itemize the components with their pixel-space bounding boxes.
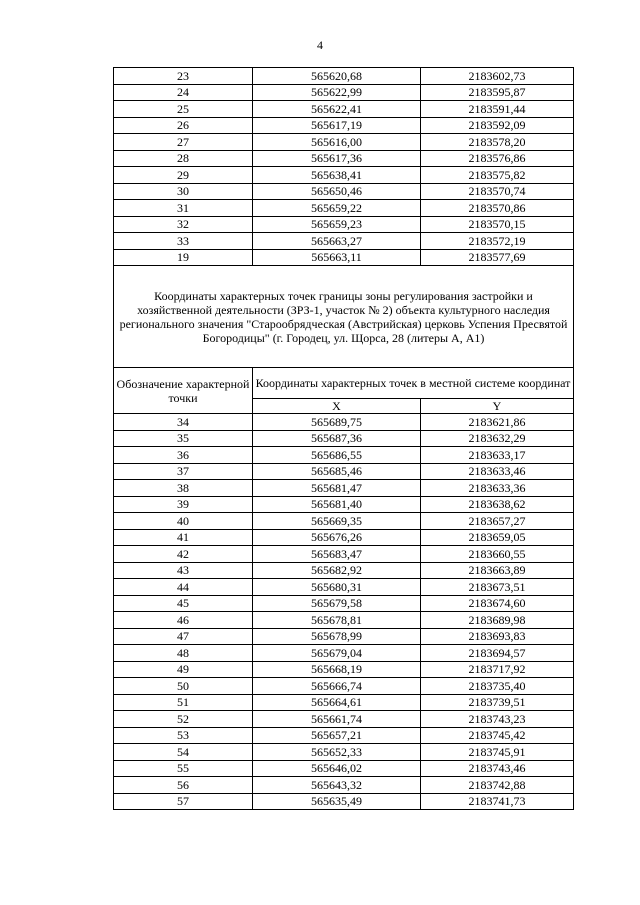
- point-cell: 57: [114, 793, 253, 810]
- y-coordinate-cell: 2183743,46: [421, 760, 574, 777]
- x-coordinate-cell: 565687,36: [253, 430, 421, 447]
- table-row: [114, 134, 574, 151]
- table-row: [114, 101, 574, 118]
- point-cell: 44: [114, 579, 253, 596]
- x-coordinate-cell: 565635,49: [253, 793, 421, 810]
- y-coordinate-cell: 2183660,55: [421, 546, 574, 563]
- x-coordinate-cell: 565650,46: [253, 183, 421, 200]
- y-coordinate-cell: 2183592,09: [421, 117, 574, 134]
- point-cell: 50: [114, 678, 253, 695]
- table-row: [114, 645, 574, 662]
- x-coordinate-cell: 565680,31: [253, 579, 421, 596]
- table-row: [114, 711, 574, 728]
- point-cell: 28: [114, 150, 253, 167]
- coordinates-table: [113, 67, 574, 810]
- point-cell: 37: [114, 463, 253, 480]
- x-coordinate-cell: 565678,99: [253, 628, 421, 645]
- y-coordinate-cell: 2183657,27: [421, 513, 574, 530]
- point-cell: 40: [114, 513, 253, 530]
- point-cell: 24: [114, 84, 253, 101]
- y-coordinate-cell: 2183663,89: [421, 562, 574, 579]
- table-row: [114, 480, 574, 497]
- point-cell: 53: [114, 727, 253, 744]
- y-coordinate-cell: 2183621,86: [421, 414, 574, 431]
- x-coordinate-cell: 565663,27: [253, 233, 421, 250]
- point-cell: 35: [114, 430, 253, 447]
- y-coordinate-cell: 2183674,60: [421, 595, 574, 612]
- point-cell: 55: [114, 760, 253, 777]
- table-row: [114, 447, 574, 464]
- point-cell: 34: [114, 414, 253, 431]
- y-coordinate-cell: 2183575,82: [421, 167, 574, 184]
- table-row: [114, 760, 574, 777]
- y-coordinate-cell: 2183570,86: [421, 200, 574, 217]
- y-coordinate-cell: 2183572,19: [421, 233, 574, 250]
- x-coordinate-cell: 565682,92: [253, 562, 421, 579]
- table-row: [114, 167, 574, 184]
- y-coordinate-cell: 2183633,17: [421, 447, 574, 464]
- point-cell: 32: [114, 216, 253, 233]
- point-cell: 42: [114, 546, 253, 563]
- x-coordinate-cell: 565659,23: [253, 216, 421, 233]
- page-number: 4: [317, 38, 323, 52]
- table-row: [114, 661, 574, 678]
- table-row: [114, 694, 574, 711]
- point-cell: 56: [114, 777, 253, 794]
- x-coordinate-cell: 565657,21: [253, 727, 421, 744]
- table-body-bottom: [114, 414, 574, 810]
- y-coordinate-cell: 2183591,44: [421, 101, 574, 118]
- table-row: [114, 678, 574, 695]
- y-coordinate-cell: 2183745,91: [421, 744, 574, 761]
- point-cell: 48: [114, 645, 253, 662]
- table-row: [114, 84, 574, 101]
- point-cell: 41: [114, 529, 253, 546]
- table-row: [114, 793, 574, 810]
- section-title: Координаты характерных точек границы зоны регулирования застройки и хозяйственной деятельности (ЗРЗ-1, участок № 2) объекта культурного наследия регионального значения "Старообрядческая (Австрийская) церковь Успения Пресвятой Богородицы" (г. Городец, ул. Щорса, 28 (литеры А, А1): [114, 266, 574, 368]
- y-coordinate-cell: 2183576,86: [421, 150, 574, 167]
- point-cell: 47: [114, 628, 253, 645]
- table-row: [114, 727, 574, 744]
- table-row: [114, 414, 574, 431]
- point-cell: 52: [114, 711, 253, 728]
- point-cell: 38: [114, 480, 253, 497]
- x-coordinate-cell: 565668,19: [253, 661, 421, 678]
- table-row: [114, 777, 574, 794]
- table-row: [114, 68, 574, 85]
- x-coordinate-cell: 565646,02: [253, 760, 421, 777]
- y-coordinate-cell: 2183743,23: [421, 711, 574, 728]
- x-coordinate-cell: 565638,41: [253, 167, 421, 184]
- point-cell: 19: [114, 249, 253, 266]
- table-row: [114, 200, 574, 217]
- point-cell: 45: [114, 595, 253, 612]
- point-cell: 43: [114, 562, 253, 579]
- x-coordinate-cell: 565622,99: [253, 84, 421, 101]
- point-cell: 39: [114, 496, 253, 513]
- table-row: [114, 183, 574, 200]
- column-header-row: [114, 368, 574, 399]
- y-coordinate-cell: 2183633,46: [421, 463, 574, 480]
- point-cell: 54: [114, 744, 253, 761]
- x-coordinate-cell: 565686,55: [253, 447, 421, 464]
- x-column-header: X: [253, 399, 421, 414]
- table-row: [114, 612, 574, 629]
- table-row: [114, 579, 574, 596]
- point-cell: 31: [114, 200, 253, 217]
- point-cell: 49: [114, 661, 253, 678]
- table-row: [114, 430, 574, 447]
- point-cell: 30: [114, 183, 253, 200]
- x-coordinate-cell: 565622,41: [253, 101, 421, 118]
- x-coordinate-cell: 565679,04: [253, 645, 421, 662]
- table-row: [114, 562, 574, 579]
- x-coordinate-cell: 565659,22: [253, 200, 421, 217]
- x-coordinate-cell: 565678,81: [253, 612, 421, 629]
- y-coordinate-cell: 2183689,98: [421, 612, 574, 629]
- table-row: [114, 463, 574, 480]
- x-coordinate-cell: 565681,40: [253, 496, 421, 513]
- point-cell: 25: [114, 101, 253, 118]
- table-row: [114, 216, 574, 233]
- x-coordinate-cell: 565663,11: [253, 249, 421, 266]
- x-coordinate-cell: 565689,75: [253, 414, 421, 431]
- y-coordinate-cell: 2183741,73: [421, 793, 574, 810]
- table-body-top: [114, 68, 574, 266]
- x-coordinate-cell: 565617,36: [253, 150, 421, 167]
- x-coordinate-cell: 565620,68: [253, 68, 421, 85]
- x-coordinate-cell: 565643,32: [253, 777, 421, 794]
- point-cell: 27: [114, 134, 253, 151]
- point-cell: 23: [114, 68, 253, 85]
- table-row: [114, 744, 574, 761]
- y-coordinate-cell: 2183570,74: [421, 183, 574, 200]
- x-coordinate-cell: 565679,58: [253, 595, 421, 612]
- y-coordinate-cell: 2183638,62: [421, 496, 574, 513]
- x-coordinate-cell: 565685,46: [253, 463, 421, 480]
- x-coordinate-cell: 565683,47: [253, 546, 421, 563]
- x-coordinate-cell: 565652,33: [253, 744, 421, 761]
- x-coordinate-cell: 565669,35: [253, 513, 421, 530]
- y-coordinate-cell: 2183673,51: [421, 579, 574, 596]
- table-row: [114, 628, 574, 645]
- x-coordinate-cell: 565616,00: [253, 134, 421, 151]
- y-coordinate-cell: 2183717,92: [421, 661, 574, 678]
- point-cell: 29: [114, 167, 253, 184]
- point-column-header: Обозначение характерной точки: [114, 368, 253, 414]
- table-row: [114, 233, 574, 250]
- y-coordinate-cell: 2183632,29: [421, 430, 574, 447]
- table-row: [114, 117, 574, 134]
- x-coordinate-cell: 565666,74: [253, 678, 421, 695]
- y-coordinate-cell: 2183602,73: [421, 68, 574, 85]
- y-coordinate-cell: 2183694,57: [421, 645, 574, 662]
- point-cell: 46: [114, 612, 253, 629]
- section-header: [114, 266, 574, 414]
- y-coordinate-cell: 2183745,42: [421, 727, 574, 744]
- point-cell: 33: [114, 233, 253, 250]
- table-row: [114, 249, 574, 266]
- y-coordinate-cell: 2183570,15: [421, 216, 574, 233]
- table-row: [114, 496, 574, 513]
- y-coordinate-cell: 2183595,87: [421, 84, 574, 101]
- table-row: [114, 513, 574, 530]
- y-column-header: Y: [421, 399, 574, 414]
- x-coordinate-cell: 565676,26: [253, 529, 421, 546]
- y-coordinate-cell: 2183578,20: [421, 134, 574, 151]
- y-coordinate-cell: 2183633,36: [421, 480, 574, 497]
- y-coordinate-cell: 2183693,83: [421, 628, 574, 645]
- y-coordinate-cell: 2183742,88: [421, 777, 574, 794]
- y-coordinate-cell: 2183735,40: [421, 678, 574, 695]
- y-coordinate-cell: 2183577,69: [421, 249, 574, 266]
- table-row: [114, 150, 574, 167]
- table-row: [114, 595, 574, 612]
- table-row: [114, 546, 574, 563]
- table-row: [114, 529, 574, 546]
- point-cell: 36: [114, 447, 253, 464]
- point-cell: 26: [114, 117, 253, 134]
- point-cell: 51: [114, 694, 253, 711]
- coords-column-header: Координаты характерных точек в местной системе координат: [253, 368, 574, 399]
- y-coordinate-cell: 2183659,05: [421, 529, 574, 546]
- x-coordinate-cell: 565617,19: [253, 117, 421, 134]
- x-coordinate-cell: 565661,74: [253, 711, 421, 728]
- x-coordinate-cell: 565664,61: [253, 694, 421, 711]
- x-coordinate-cell: 565681,47: [253, 480, 421, 497]
- y-coordinate-cell: 2183739,51: [421, 694, 574, 711]
- section-title-row: [114, 266, 574, 368]
